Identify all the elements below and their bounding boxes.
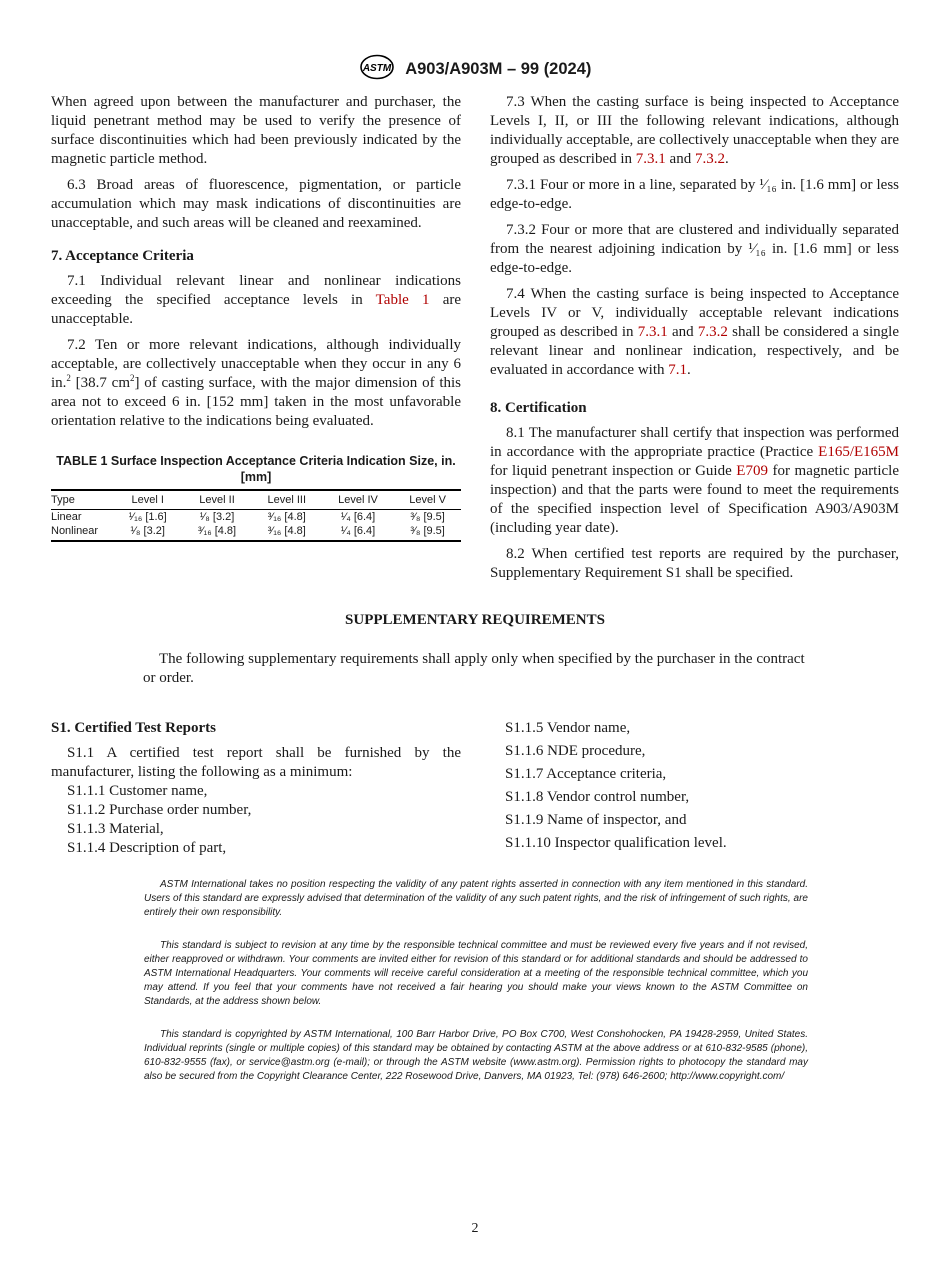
link-7-3-1[interactable]: 7.3.1 (635, 151, 666, 167)
p71-text-a: 7.1 Individual relevant linear and nonlinear indications exceeding the specified acceptance levels in (51, 273, 461, 308)
s1-heading: S1. Certified Test Reports (51, 720, 216, 736)
p72-text-c: ] of casting surface, with the major dimension of this area not to exceed 6 in. [152 mm] taken in the most unfavorable orientation relative to the indications being evaluated. (51, 375, 461, 429)
list-item: S1.1.3 Material, (67, 821, 164, 837)
table-cell: ³⁄₈ [9.5] (410, 511, 445, 523)
p72-text-a: 7.2 Ten or more relevant indications, although individually acceptable, are collectively unacceptable when they occur in any 6 in. (51, 337, 461, 391)
page-header (0, 54, 950, 85)
table-header-cell: Level III (252, 490, 322, 510)
table-cell: ¹⁄₈ [3.2] (113, 524, 182, 541)
p72-sup-1: 2 (66, 373, 71, 383)
paragraph-7-3-2: 7.3.2 Four or more that are clustered and individually separated from the nearest adjoining indication by ¹⁄₁₆ in. [1.6 mm] or less edge-to-edge. (490, 222, 899, 276)
table-header-cell: Level IV (322, 490, 394, 510)
table-1-link[interactable]: Table 1 (375, 292, 430, 308)
link-7-3-1[interactable]: 7.3.1 (637, 324, 668, 340)
list-item: S1.1.6 NDE procedure, (505, 743, 646, 759)
paragraph-8-1 (490, 424, 899, 538)
table-cell: ³⁄₁₆ [4.8] (267, 511, 306, 523)
paragraph-7-3-1: 7.3.1 Four or more in a line, separated by ¹⁄₁₆ in. [1.6 mm] or less edge-to-edge. (490, 177, 899, 212)
s1-right-column (505, 719, 905, 857)
table-cell: ¹⁄₄ [6.4] (322, 524, 394, 541)
paragraph-s1-1: S1.1 A certified test report shall be furnished by the manufacturer, listing the following as a minimum: (51, 745, 461, 780)
p73-and: and (665, 151, 695, 167)
link-e165[interactable]: E165/E165M (818, 444, 899, 460)
p73-end: . (724, 151, 729, 167)
table-row (51, 524, 461, 541)
p71-text-b: are unacceptable. (51, 292, 462, 327)
link-7-3-2[interactable]: 7.3.2 (697, 324, 728, 340)
s1-left-column (51, 719, 461, 858)
document-designation: A903/A903M – 99 (2024) (405, 60, 592, 78)
patent-notice: ASTM International takes no position respecting the validity of any patent rights asserted in connection with any item mentioned in this standard. Users of this standard are expressly advised that determination of the validity of any such patent rights, and the risk of infringement of such rights, are entirely their own responsibility. (144, 879, 808, 918)
right-column (490, 93, 899, 583)
list-item: S1.1.1 Customer name, (67, 783, 208, 799)
table-header-cell: Level V (394, 490, 461, 510)
p72-text-b: [38.7 cm (70, 375, 131, 391)
list-item: S1.1.2 Purchase order number, (67, 802, 252, 818)
p81-text-a: 8.1 The manufacturer shall certify that inspection was performed in accordance with the appropriate practice (Practice (490, 425, 899, 460)
acceptance-criteria-table (51, 489, 461, 542)
table-cell: Nonlinear (51, 524, 113, 541)
section-8-heading: 8. Certification (490, 400, 587, 416)
list-item: S1.1.8 Vendor control number, (505, 789, 690, 805)
table-cell: ³⁄₈ [9.5] (394, 524, 461, 541)
paragraph-7-4 (490, 285, 899, 380)
table-header-row (51, 490, 461, 510)
list-item: S1.1.4 Description of part, (67, 840, 227, 856)
copyright-notice: This standard is copyrighted by ASTM International, 100 Barr Harbor Drive, PO Box C700, West Conshohocken, PA 19428-2959, United States. Individual reprints (single or multiple copies) of this standard may be obtained by contacting ASTM at the above address or at 610-832-9585 (phone), 610-832-9555 (fax), or service@astm.org (e-mail); or through the ASTM website (www.astm.org). Permission rights to photocopy the standard may also be secured from the Copyright Clearance Center, 222 Rosewood Drive, Danvers, MA 01923, Tel: (978) 646-2600; http://www.copyright.com/ (144, 1029, 808, 1082)
list-item: S1.1.7 Acceptance criteria, (505, 766, 667, 782)
table-1-caption: TABLE 1 Surface Inspection Acceptance Criteria Indication Size, in. [mm] (56, 454, 456, 484)
table-cell: ³⁄₁₆ [4.8] (252, 524, 322, 541)
astm-logo-icon (359, 54, 395, 85)
table-cell: ¹⁄₁₆ [1.6] (128, 511, 167, 523)
revision-notice: This standard is subject to revision at any time by the responsible technical committee and must be reviewed every five years and if not revised, either reapproved or withdrawn. Your comments are invited either for revision of this standard or for additional standards and should be addressed to ASTM International Headquarters. Your comments will receive careful consideration at a meeting of the responsible technical committee, which you may attend. If you feel that your comments have not received a fair hearing you should make your views known to the ASTM Committee on Standards, at the address shown below. (144, 940, 808, 1007)
table-cell: Linear (51, 511, 82, 523)
table-header-cell: Type (51, 490, 113, 510)
p74-text-b: shall be considered a single relevant linear and nonlinear indication, respectively, and be evaluated in accordance with (490, 324, 899, 378)
link-7-3-2[interactable]: 7.3.2 (694, 151, 725, 167)
p74-end: . (687, 362, 691, 378)
list-item: S1.1.9 Name of inspector, and (505, 812, 687, 828)
p72-sup-2: 2 (130, 373, 135, 383)
paragraph-7-1 (51, 272, 461, 329)
table-header-cell: Level II (182, 490, 251, 510)
table-row (51, 510, 461, 525)
paragraph-6-3: 6.3 Broad areas of fluorescence, pigmentation, or particle accumulation which may mask indications of discontinuities are unacceptable, and such areas will be cleaned and reexamined. (51, 177, 461, 231)
page-number: 2 (471, 1221, 479, 1236)
supplementary-title: SUPPLEMENTARY REQUIREMENTS (345, 612, 605, 628)
list-item: S1.1.10 Inspector qualification level. (505, 835, 727, 851)
table-header-cell: Level I (113, 490, 182, 510)
paragraph-7-2 (51, 336, 461, 431)
link-7-1[interactable]: 7.1 (668, 362, 687, 378)
table-cell: ¹⁄₈ [3.2] (199, 511, 235, 523)
p74-and: and (667, 324, 698, 340)
list-item: S1.1.5 Vendor name, (505, 720, 631, 736)
p73-text: 7.3 When the casting surface is being inspected to Acceptance Levels I, II, or III the following relevant indications, although individually acceptable, are collectively unacceptable when they are grouped as described in (490, 94, 899, 167)
section-7-heading: 7. Acceptance Criteria (51, 248, 194, 264)
paragraph-8-2: 8.2 When certified test reports are required by the purchaser, Supplementary Requirement S1 shall be specified. (490, 546, 899, 581)
supplementary-intro: The following supplementary requirements shall apply only when specified by the purchaser in the contract or order. (143, 651, 805, 686)
paragraph-continuation: When agreed upon between the manufacturer and purchaser, the liquid penetrant method may be used to verify the presence of surface discontinuities which had been previously indicated by the magnetic particle method. (51, 94, 461, 167)
left-column (51, 93, 461, 542)
p81-text-b: for liquid penetrant inspection or Guide (490, 463, 737, 479)
p74-text-a: 7.4 When the casting surface is being inspected to Acceptance Levels IV or V, individually acceptable relevant indications grouped as described in (490, 286, 899, 340)
table-cell: ¹⁄₄ [6.4] (340, 511, 376, 523)
p81-text-c: for magnetic particle inspection) and that the parts were found to meet the requirements of the specified inspection level of Specification A903/A903M (including year date). (490, 463, 899, 536)
logo-text: ASTM (362, 63, 391, 74)
paragraph-7-3 (490, 93, 899, 169)
table-cell: ³⁄₁₆ [4.8] (182, 524, 251, 541)
link-e709[interactable]: E709 (736, 463, 768, 479)
